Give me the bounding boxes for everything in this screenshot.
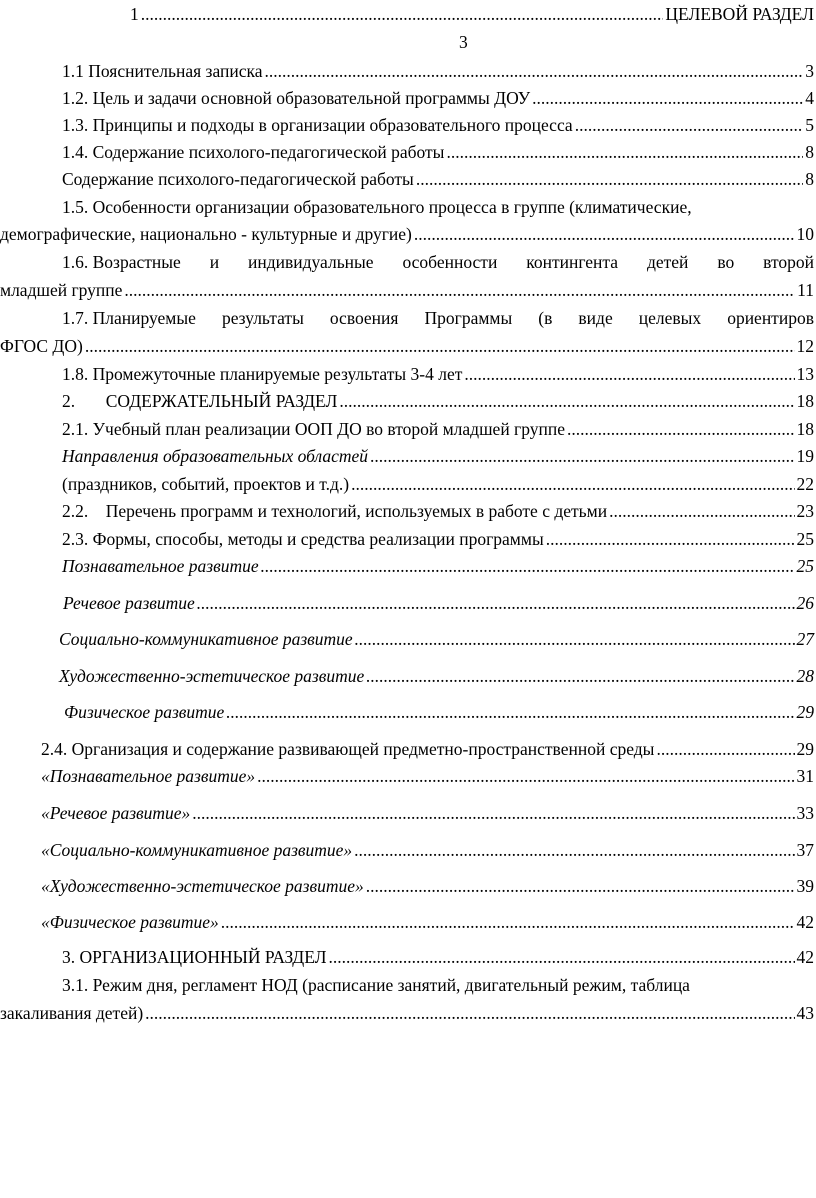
toc-entry-2-3[interactable]: 2.3. Формы, способы, методы и средства реализации программы ..... 25 — [62, 527, 814, 551]
toc-entry-1-4b[interactable]: Содержание психолого-педагогической работы ..... 8 — [62, 167, 814, 191]
toc-entry-2-3e[interactable]: Физическое развитие ..... 29 — [64, 700, 814, 724]
toc-entry-1-3[interactable]: 1.3. Принципы и подходы в организации образовательного процесса ..... 5 — [62, 113, 814, 137]
toc-entry-2[interactable]: 2. СОДЕРЖАТЕЛЬНЫЙ РАЗДЕЛ ..... 18 — [62, 389, 814, 413]
toc-entry-1-2[interactable]: 1.2. Цель и задачи основной образовательной программы ДОУ ..... 4 — [62, 86, 814, 110]
toc-entry-2-1b[interactable]: (праздников, событий, проектов и т.д.) ..... 22 — [62, 472, 814, 496]
toc-entry-3-1-line1[interactable]: 3.1. Режим дня, регламент НОД (расписание занятий, двигательный режим, таблица — [62, 975, 690, 995]
toc-entry-1-5-line1[interactable]: 1.5. Особенности организации образовательного процесса в группе (климатические, — [62, 197, 692, 217]
toc-entry-2-4d[interactable]: «Художественно-эстетическое развитие» ..... 39 — [41, 874, 814, 898]
toc-page-number: 3 — [459, 32, 468, 52]
toc-number: 1 — [130, 4, 139, 24]
toc-entry-2-3a[interactable]: Познавательное развитие ..... 25 — [62, 554, 814, 578]
toc-entry-2-1[interactable]: 2.1. Учебный план реализации ООП ДО во второй младшей группе ..... 18 — [62, 417, 814, 441]
toc-entry-1-5[interactable]: демографические, национально - культурные и другие) ..... 10 — [0, 222, 814, 246]
toc-entry-1-8[interactable]: 1.8. Промежуточные планируемые результаты 3-4 лет ..... 13 — [62, 362, 814, 386]
toc-entry-3[interactable]: 3. ОРГАНИЗАЦИОННЫЙ РАЗДЕЛ ..... 42 — [62, 945, 814, 969]
toc-entry-2-2[interactable]: 2.2. Перечень программ и технологий, используемых в работе с детьми ..... 23 — [62, 499, 814, 523]
toc-entry-1-7-line1[interactable]: 1.7. Планируемые результаты освоения Программы (в виде целевых ориентиров — [62, 308, 814, 328]
toc-entry-1-4[interactable]: 1.4. Содержание психолого-педагогической работы ..... 8 — [62, 140, 814, 164]
toc-entry-3-1[interactable]: закаливания детей) ..... 43 — [0, 1001, 814, 1025]
toc-entry-2-4a[interactable]: «Познавательное развитие» ..... 31 — [41, 764, 814, 788]
toc-entry-2-4c[interactable]: «Социально-коммуникативное развитие» ..... 37 — [41, 838, 814, 862]
toc-entry-2-3b[interactable]: Речевое развитие ..... 26 — [63, 591, 814, 615]
toc-entry-1[interactable] — [130, 2, 814, 26]
toc-entry-1-6[interactable]: младшей группе ..... 11 — [0, 278, 814, 302]
toc-entry-2-3c[interactable]: Социально-коммуникативное развитие ..... 27 — [59, 627, 814, 651]
toc-title: ЦЕЛЕВОЙ РАЗДЕЛ — [665, 4, 814, 24]
toc-entry-2-4[interactable]: 2.4. Организация и содержание развивающей предметно-пространственной среды ..... 29 — [41, 737, 814, 761]
toc-entry-2-4e[interactable]: «Физическое развитие» ..... 42 — [41, 910, 814, 934]
toc-entry-1-1[interactable]: 1.1 Пояснительная записка ..... 3 — [62, 59, 814, 83]
toc-entry-1-6-line1[interactable]: 1.6. Возрастные и индивидуальные особенности контингента детей во второй — [62, 252, 814, 272]
toc-entry-2-4b[interactable]: «Речевое развитие» ..... 33 — [41, 801, 814, 825]
toc-entry-2-3d[interactable]: Художественно-эстетическое развитие ..... 28 — [59, 664, 814, 688]
toc-entry-2-1a[interactable]: Направления образовательных областей ..... 19 — [62, 444, 814, 468]
toc-entry-1-7[interactable]: ФГОС ДО) ..... 12 — [0, 334, 814, 358]
